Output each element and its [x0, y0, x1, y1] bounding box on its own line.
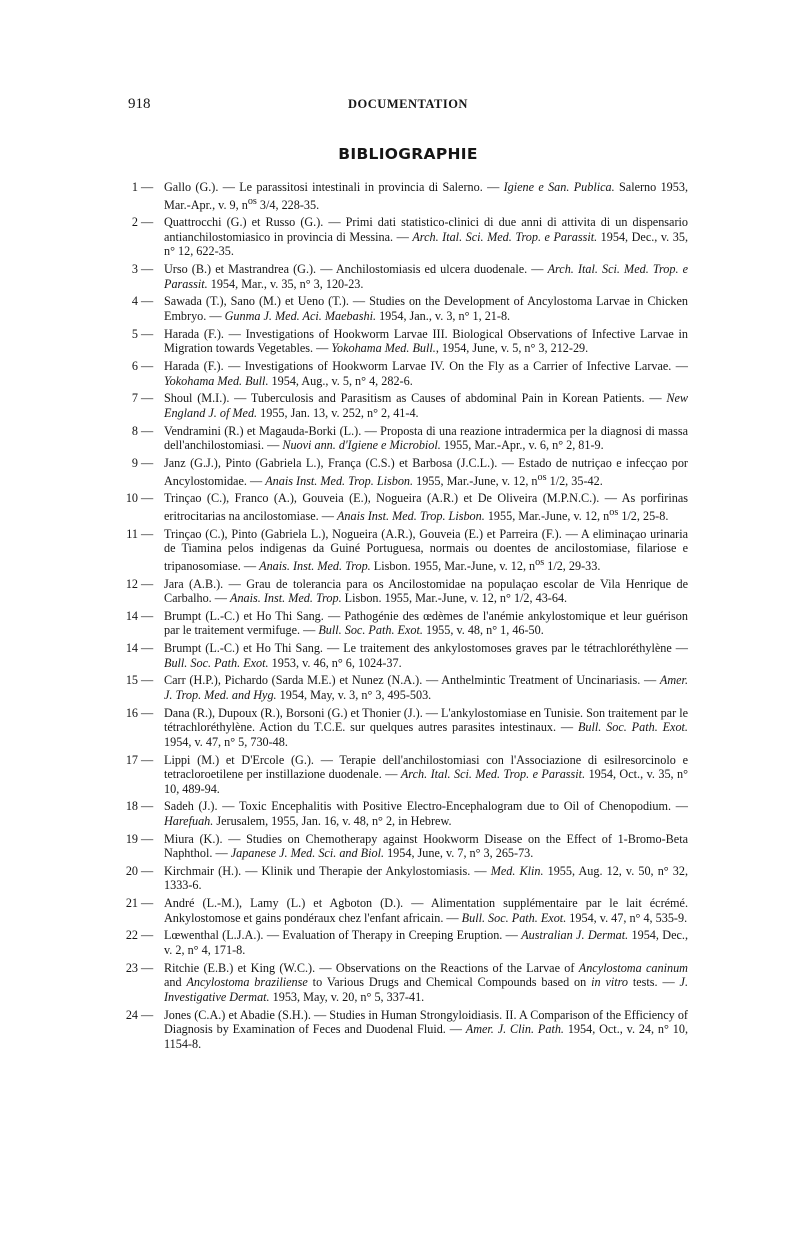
entry-number	[116, 753, 162, 768]
entry-citation: Brumpt (L.-C.) et Ho Thi Sang. — Pathogénie des œdèmes de l'anémie ankylostomique et leur guérison par le traitement vermifuge. — Bull. Soc. Path. Exot. 1955, v. 48, n° 1, 46-50.	[164, 608, 688, 638]
entry-citation: Trinçao (C.), Pinto (Gabriela L.), Nogueira (A.R.), Gouveia (E.) et Parreira (F.). — A eliminaçao urinaria de Tiamina pelos indigenas da Guiné Portuguesa, normais ou doentes de ancilostomiase, filariose e tripanosomiase. — Anais. Inst. Med. Trop. Lisbon. 1955, Mar.-June, v. 12, $n^{os}$ 1/2, 29-33.	[164, 526, 688, 573]
entry-number-value: 3	[131, 262, 138, 277]
entry-dash: —	[138, 391, 154, 406]
entry-citation: Sadeh (J.). — Toxic Encephalitis with Positive Electro-Encephalogram due to Oil of Chenopodium. — Harefuah. Jerusalem, 1955, Jan. 16, v. 48, n° 2, in Hebrew.	[164, 799, 688, 828]
page-header	[128, 96, 688, 116]
bibliography-entry	[125, 863, 688, 893]
entry-dash: —	[138, 576, 154, 591]
entry-citation: Lippi (M.) et D'Ercole (G.). — Terapie dell'anchilostomiasi con l'Associazione di esilresorcinolo e tetracloroetilene per instillazione duodenale. — Arch. Ital. Sci. Med. Trop. e Parassit. 1954, Oct., v. 35, n° 10, 489-94.	[164, 752, 688, 796]
bibliography-entry	[125, 641, 688, 670]
entry-dash: —	[138, 928, 154, 943]
entry-dash: —	[138, 752, 154, 767]
entry-citation: Harada (F.). — Investigations of Hookworm Larvae III. Biological Observations of Infective Larvae in Migration towards Vegetables. — Yokohama Med. Bull., 1954, June, v. 5, n° 3, 212-29.	[164, 326, 688, 356]
entry-citation: Dana (R.), Dupoux (R.), Borsoni (G.) et Thonier (J.). — L'ankylostomiase en Tunisie. Son traitement par le tétrachloréthylène. Action du T.C.E. sur quelques autres parasites intestinaux. — Bull. Soc. Path. Exot. 1954, v. 47, n° 5, 730-48.	[164, 705, 688, 749]
bibliography-entry	[125, 799, 688, 828]
entry-dash: —	[138, 960, 154, 975]
entry-number-value: 6	[131, 359, 138, 374]
entry-citation: Shoul (M.I.). — Tuberculosis and Parasitism as Causes of abdominal Pain in Korean Patients. — New England J. of Med. 1955, Jan. 13, v. 252, n° 2, 41-4.	[164, 391, 688, 420]
entry-number-value: 9	[131, 455, 138, 470]
entry-number-value: 17	[125, 752, 138, 767]
entry-number-value: 8	[131, 423, 138, 438]
bibliography-entry	[128, 180, 688, 212]
bibliography-entry	[128, 215, 688, 259]
page-number: 918	[128, 96, 151, 112]
entry-number	[116, 424, 162, 439]
entry-citation: André (L.-M.), Lamy (L.) et Agboton (D.). — Alimentation supplémentaire par le lait écrémé. Ankylostomose et gains pondéraux chez l'enfant africain. — Bull. Soc. Path. Exot. 1954, v. 47, n° 4, 535-9.	[164, 896, 688, 925]
entry-dash: —	[138, 641, 154, 656]
bibliography-entry	[125, 831, 688, 861]
entry-dash: —	[138, 608, 154, 623]
bibliography-entry	[128, 359, 688, 388]
bibliography-entry	[125, 673, 688, 702]
bibliography-entry	[125, 928, 689, 957]
entry-dash: —	[138, 215, 154, 230]
bibliography-entry	[125, 608, 688, 638]
entry-citation: Ritchie (E.B.) et King (W.C.). — Observations on the Reactions of the Larvae of Ancylostoma caninum and Ancylostoma braziliense to Various Drugs and Chemical Compounds based on in vitro tests. — J. Investigative Dermat. 1953, May, v. 20, n° 5, 337-41.	[164, 960, 689, 1004]
running-title: DOCUMENTATION	[348, 97, 468, 111]
bibliography-entry	[125, 896, 688, 925]
entry-number-value: 19	[125, 831, 138, 846]
entry-number	[116, 961, 162, 976]
bibliography-entry	[128, 424, 688, 453]
entry-number-value: 5	[131, 326, 138, 341]
entry-dash: —	[138, 896, 154, 911]
entry-citation: Vendramini (R.) et Magauda-Borki (L.). — Proposta di una reazione intradermica per la diagnosi di massa dell'anchilostomiasi. — Nuovi ann. d'Igiene e Microbiol. 1955, Mar.-Apr., v. 6, n° 2, 81-9.	[164, 423, 688, 453]
entry-dash: —	[138, 294, 154, 309]
entry-dash: —	[138, 455, 154, 470]
entry-dash: —	[138, 799, 154, 814]
entry-citation: Brumpt (L.-C.) et Ho Thi Sang. — Le traitement des ankylostomoses graves par le tétrachloréthylène — Bull. Soc. Path. Exot. 1953, v. 46, n° 6, 1024-37.	[164, 641, 688, 670]
entry-dash: —	[138, 705, 154, 720]
entry-citation: Lœwenthal (L.J.A.). — Evaluation of Therapy in Creeping Eruption. — Australian J. Dermat. 1954, Dec., v. 2, n° 4, 171-8.	[164, 928, 689, 957]
entry-dash: —	[138, 423, 154, 438]
entry-number-value: 24	[125, 1007, 138, 1022]
entry-number	[116, 641, 162, 656]
entry-number-value: 15	[125, 673, 138, 688]
bibliography-entry	[125, 960, 689, 1005]
entry-number-value: 7	[131, 391, 138, 406]
entry-number	[116, 491, 162, 506]
entry-citation: Jones (C.A.) et Abadie (S.H.). — Studies in Human Strongyloidiasis. II. A Comparison of the Efficiency of Diagnosis by Examination of Feces and Duodenal Fluid. — Amer. J. Clin. Path. 1954, Oct., v. 24, n° 10, 1154-8.	[164, 1007, 688, 1051]
entry-number	[116, 799, 162, 814]
bibliography-entry	[128, 327, 688, 356]
entry-number	[116, 609, 162, 624]
entry-number	[116, 180, 162, 195]
entry-dash: —	[138, 491, 154, 506]
bibliography-entry	[128, 262, 688, 291]
entry-dash: —	[138, 863, 154, 878]
entry-citation: Harada (F.). — Investigations of Hookworm Larvae IV. On the Fly as a Carrier of Infective Larvae. — Yokohama Med. Bull. 1954, Aug., v. 5, n° 4, 282-6.	[164, 359, 688, 388]
entry-number-value: 14	[125, 608, 138, 623]
entry-number	[116, 706, 162, 721]
entry-dash: —	[138, 359, 154, 374]
entry-number	[116, 896, 162, 911]
entry-citation: Sawada (T.), Sano (M.) et Ueno (T.). — Studies on the Development of Ancylostoma Larvae in Chicken Embryo. — Gunma J. Med. Aci. Maebashi. 1954, Jan., v. 3, n° 1, 21-8.	[164, 294, 688, 323]
entry-dash: —	[138, 831, 154, 846]
entry-number	[116, 262, 162, 277]
entry-number-value: 21	[125, 896, 138, 911]
entry-number-value: 2	[131, 215, 138, 230]
entry-number-value: 4	[131, 294, 138, 309]
entry-citation: Miura (K.). — Studies on Chemotherapy against Hookworm Disease on the Effect of 1-Bromo-Beta Naphthol. — Japanese J. Med. Sci. and Biol. 1954, June, v. 7, n° 3, 265-73.	[164, 831, 688, 861]
entry-citation: Jara (A.B.). — Grau de tolerancia para os Ancilostomidae na populaçao escolar de Vila Henrique de Carbalho. — Anais. Inst. Med. Trop. Lisbon. 1955, Mar.-June, v. 12, n° 1/2, 43-64.	[164, 576, 688, 606]
entry-number	[116, 864, 162, 879]
entry-dash: —	[138, 1007, 154, 1022]
bibliography-entry	[128, 456, 688, 488]
entry-number	[116, 527, 162, 542]
entry-number-value: 11	[126, 526, 138, 541]
entry-number-value: 14	[125, 641, 138, 656]
entry-number	[116, 456, 162, 471]
entry-number-value: 23	[125, 960, 138, 975]
bibliography-entry	[128, 294, 688, 323]
entry-number	[116, 359, 162, 374]
entry-dash: —	[138, 326, 154, 341]
entry-citation: Janz (G.J.), Pinto (Gabriela L.), França (C.S.) et Barbosa (J.C.L.). — Estado de nutriçao e infecçao por Ancylostomidae. — Anais Inst. Med. Trop. Lisbon. 1955, Mar.-June, v. 12, $n^{os}$ 1/2, 35-42.	[164, 455, 688, 488]
entry-number	[116, 215, 162, 230]
bibliography-entry	[128, 391, 688, 420]
entry-citation: Urso (B.) et Mastrandrea (G.). — Anchilostomiasis ed ulcera duodenale. — Arch. Ital. Sci. Med. Trop. e Parassit. 1954, Mar., v. 35, n° 3, 120-23.	[164, 262, 688, 291]
entry-citation: Gallo (G.). — Le parassitosi intestinali in provincia di Salerno. — Igiene e San. Publica. Salerno 1953, Mar.-Apr., v. 9, $n^{os}$ 3/4, 228-35.	[164, 180, 688, 212]
entry-citation: Trinçao (C.), Franco (A.), Gouveia (E.), Nogueira (A.R.) et De Oliveira (M.P.N.C.). — As porfirinas eritrocitarias na ancilostomiase. — Anais Inst. Med. Trop. Lisbon. 1955, Mar.-June, v. 12, $n^{os}$ 1/2, 25-8.	[164, 491, 688, 523]
entry-dash: —	[138, 180, 154, 194]
entry-citation: Kirchmair (H.). — Klinik und Therapie der Ankylostomiasis. — Med. Klin. 1955, Aug. 12, v. 50, n° 32, 1333-6.	[164, 863, 688, 893]
bibliography-list	[125, 180, 689, 1054]
entry-number-value: 18	[125, 799, 138, 814]
bibliography-entry	[128, 527, 688, 574]
bibliography-entry	[125, 491, 688, 523]
entry-number	[116, 294, 162, 309]
entry-dash: —	[138, 526, 154, 541]
bibliography-entry	[125, 705, 688, 750]
entry-number	[116, 832, 162, 847]
bibliography-entry	[125, 1007, 688, 1052]
entry-number	[116, 577, 162, 592]
entry-citation: Carr (H.P.), Pichardo (Sarda M.E.) et Nunez (N.A.). — Anthelmintic Treatment of Uncinariasis. — Amer. J. Trop. Med. and Hyg. 1954, May, v. 3, n° 3, 495-503.	[164, 673, 688, 702]
entry-number-value: 20	[125, 863, 138, 878]
bibliography-entry	[125, 752, 688, 797]
entry-number	[116, 391, 162, 406]
entry-dash: —	[138, 673, 154, 688]
entry-number	[116, 673, 162, 688]
entry-number-value: 16	[125, 705, 138, 720]
section-title: BIBLIOGRAPHIE	[338, 145, 478, 163]
entry-number	[116, 1008, 162, 1023]
entry-number	[116, 327, 162, 342]
entry-number-value: 22	[125, 928, 138, 943]
entry-number-value: 1	[131, 180, 138, 194]
entry-number-value: 12	[125, 576, 138, 591]
bibliography-entry	[125, 576, 688, 606]
entry-number-value: 10	[125, 491, 138, 506]
entry-citation: Quattrocchi (G.) et Russo (G.). — Primi dati statistico-clinici di due anni di attivita di un dispensario antianchilostomiasico in provincia di Messina. — Arch. Ital. Sci. Med. Trop. e Parassit. 1954, Dec., v. 35, n° 12, 622-35.	[164, 215, 688, 259]
entry-dash: —	[138, 262, 154, 277]
entry-number	[116, 928, 162, 943]
